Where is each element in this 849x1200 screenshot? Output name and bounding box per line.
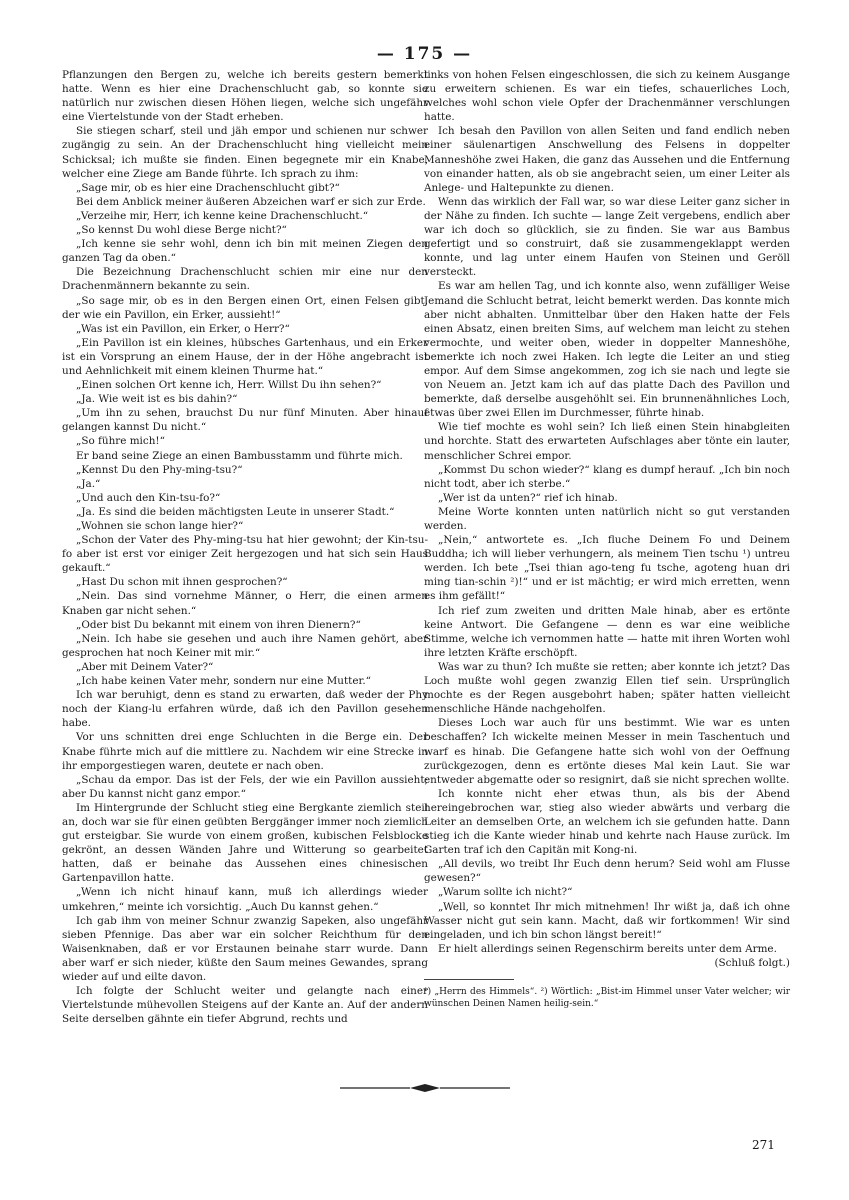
- ornamental-divider: [340, 1083, 510, 1093]
- page-header: — 175 —: [376, 44, 473, 64]
- paragraph: „Schau da empor. Das ist der Fels, der wie ein Pavillon aussieht; aber Du kannst nicht ganz empor.“: [62, 773, 428, 800]
- paragraph: Wenn das wirklich der Fall war, so war diese Leiter ganz sicher in der Nähe zu finden. Ich suchte — lange Zeit vergebens, endlich aber war ich doch so glücklich, sie zu finden. Sie war aus Bambus gefertigt und so construirt, daß sie zusammengeklappt werden konnte, und lag unter einem Haufen von Steinen und Geröll versteckt.: [424, 195, 790, 279]
- paragraph: „Nein. Ich habe sie gesehen und auch ihre Namen gehört, aber gesprochen hat noch Keiner mit mir.“: [62, 632, 428, 659]
- left-column: [62, 68, 428, 1026]
- paragraph: „Nein,“ antwortete es. „Ich fluche Deinem Fo und Deinem Buddha; ich will lieber verhungern, als meinem Tien tschu ¹) untreu werden. Ich bete „Tsei thian ago-teng fu tsche, agoteng huan dri ming tian-schin ²)!“ und er ist mächtig; er wird mich erretten, wenn es ihm gefällt!“: [424, 534, 790, 603]
- right-column: [424, 68, 790, 1010]
- footnote: ¹) „Herrn des Himmels“. ²) Wörtlich: „Bist-im Himmel unser Vater welcher; wir wünschen Deinen Namen heilig-sein.“: [424, 987, 790, 1009]
- paragraph: Sie stiegen scharf, steil und jäh empor und schienen nur schwer zugängig zu sein. An der Drachenschlucht hing vielleicht mein Schicksal; ich mußte sie finden. Einen begegnete mir ein Knabe, welcher eine Ziege am Bande führte. Ich sprach zu ihm:: [62, 125, 428, 180]
- paragraph: Er hielt allerdings seinen Regenschirm bereits unter dem Arme.: [438, 942, 777, 955]
- page-number: 271: [752, 1138, 775, 1152]
- paragraph: links von hohen Felsen eingeschlossen, die sich zu keinem Ausgange zu erweitern schienen. Es war ein tiefes, schauerliches Loch, welches wohl schon viele Opfer der Drachenmänner verschlungen hatte.: [424, 69, 790, 124]
- paragraph: Ich war beruhigt, denn es stand zu erwarten, daß weder der Phy noch der Kiang-lu erfahren würde, daß ich den Pavillon gesehen habe.: [62, 689, 428, 730]
- paragraph: „Verzeihe mir, Herr, ich kenne keine Drachenschlucht.“: [76, 209, 369, 222]
- paragraph: „Wenn ich nicht hinauf kann, muß ich allerdings wieder umkehren,“ meinte ich vorsichtig. „Auch Du kannst gehen.“: [62, 886, 428, 913]
- paragraph: „Schon der Vater des Phy-ming-tsu hat hier gewohnt; der Kin-tsu-fo aber ist erst vor einiger Zeit hergezogen und hat sich sein Haus gekauft.“: [62, 534, 428, 575]
- continuation-note: (Schluß folgt.): [714, 956, 790, 969]
- paragraph: Vor uns schnitten drei enge Schluchten in die Berge ein. Der Knabe führte mich auf die mittlere zu. Nachdem wir eine Strecke in ihr emporgestiegen waren, deutete er nach oben.: [62, 731, 428, 772]
- paragraph: „Kennst Du den Phy-ming-tsu?“: [76, 463, 243, 476]
- paragraph: Die Bezeichnung Drachenschlucht schien mir eine nur den Drachenmännern bekannte zu sein.: [62, 266, 428, 293]
- paragraph: Pflanzungen den Bergen zu, welche ich bereits gestern bemerkt hatte. Wenn es hier eine Drachenschlucht gab, so konnte sie natürlich nur zwischen diesen Höhen liegen, welche sich ungefähr eine Viertelstunde von der Stadt erheben.: [62, 69, 428, 124]
- paragraph: „Was ist ein Pavillon, ein Erker, o Herr?“: [76, 322, 290, 335]
- paragraph: „Ja. Wie weit ist es bis dahin?“: [76, 393, 238, 406]
- paragraph: „Hast Du schon mit ihnen gesprochen?“: [76, 576, 288, 589]
- paragraph: Dieses Loch war auch für uns bestimmt. Wie war es unten beschaffen? Ich wickelte meinen Messer in mein Taschentuch und warf es hinab. Die Gefangene hatte sich wohl von der Oeffnung zurückgezogen, denn es ertönte dieses Mal kein Laut. Sie war entweder abgematte oder so resignirt, daß sie nicht sprechen wollte.: [424, 717, 790, 786]
- paragraph: Ich besah den Pavillon von allen Seiten und fand endlich neben einer säulenartigen Anschwellung des Felsens in doppelter Manneshöhe zwei Haken, die ganz das Aussehen und die Entfernung von einander hatten, als ob sie angebracht seien, um einer Leiter als Anlege- und Haltepunkte zu dienen.: [424, 125, 790, 194]
- paragraph: „Ich habe keinen Vater mehr, sondern nur eine Mutter.“: [76, 675, 371, 688]
- footnote-rule: [424, 979, 514, 980]
- paragraph: Was war zu thun? Ich mußte sie retten; aber konnte ich jetzt? Das Loch mußte wohl gegen zwanzig Ellen tief sein. Ursprünglich mochte es der Regen ausgebohrt haben; später hatten vielleicht menschliche Hände nachgeholfen.: [424, 660, 790, 716]
- paragraph: „All devils, wo treibt Ihr Euch denn herum? Seid wohl am Flusse gewesen?“: [424, 858, 790, 885]
- paragraph: „Einen solchen Ort kenne ich, Herr. Willst Du ihn sehen?“: [76, 379, 382, 392]
- paragraph: „So führe mich!“: [76, 435, 165, 448]
- paragraph: „Ja.“: [76, 477, 101, 490]
- paragraph: Ich konnte nicht eher etwas thun, als bis der Abend hereingebrochen war, stieg also wieder abwärts und verbarg die Leiter an demselben Orte, an welchem ich sie gefunden hatte. Dann stieg ich die Kante wieder hinab und kehrte nach Hause zurück. Im Garten traf ich den Capitän mit Kong-ni.: [424, 787, 790, 857]
- paragraph: „Kommst Du schon wieder?“ klang es dumpf herauf. „Ich bin noch nicht todt, aber ich sterbe.“: [424, 463, 790, 490]
- paragraph: Es war am hellen Tag, und ich konnte also, wenn zufälliger Weise Jemand die Schlucht betrat, leicht bemerkt werden. Das konnte mich aber nicht abhalten. Unmittelbar über den Haken hatte der Fels einen Absatz, einen breiten Sims, auf welchem man leicht zu stehen vermochte, und weiter oben, wieder in doppelter Manneshöhe, bemerkte ich noch zwei Haken. Ich legte die Leiter an und stieg empor. Auf dem Simse angekommen, zog ich sie nach und legte sie von Neuem an. Jetzt kam ich auf das platte Dach des Pavillon und bemerkte, daß derselbe ausgehöhlt sei. Ein brunnenähnliches Loch, etwas über zwei Ellen im Durchmesser, führte hinab.: [424, 280, 790, 420]
- paragraph: Im Hintergrunde der Schlucht stieg eine Bergkante ziemlich steil an, doch war sie für einen geübten Berggänger immer noch ziemlich gut ersteigbar. Sie wurde von einem großen, kubischen Felsblocke gekrönt, an dessen Wänden Jahre und Witterung so gearbeitet hatten, daß er beinahe das Aussehen eines chinesischen Gartenpavillon hatte.: [62, 801, 428, 885]
- paragraph: Meine Worte konnten unten natürlich nicht so gut verstanden werden.: [424, 505, 790, 532]
- paragraph: „Well, so konntet Ihr mich mitnehmen! Ihr wißt ja, daß ich ohne Wasser nicht gut sein kann. Macht, daß wir fortkommen! Wir sind eingeladen, und ich bin schon längst bereit!“: [424, 900, 790, 941]
- paragraph: „Warum sollte ich nicht?“: [438, 886, 573, 899]
- paragraph: „So sage mir, ob es in den Bergen einen Ort, einen Felsen gibt, der wie ein Pavillon, ein Erker, aussieht!“: [62, 294, 428, 321]
- paragraph: „Ja. Es sind die beiden mächtigsten Leute in unserer Stadt.“: [76, 505, 395, 518]
- paragraph: Bei dem Anblick meiner äußeren Abzeichen warf er sich zur Erde.: [76, 195, 426, 208]
- paragraph: „Aber mit Deinem Vater?“: [76, 660, 214, 673]
- paragraph: „Sage mir, ob es hier eine Drachenschlucht gibt?“: [76, 181, 340, 194]
- paragraph: „Nein. Das sind vornehme Männer, o Herr, die einen armen Knaben gar nicht sehen.“: [62, 590, 428, 617]
- paragraph: „Und auch den Kin-tsu-fo?“: [76, 491, 221, 504]
- paragraph: „Ich kenne sie sehr wohl, denn ich bin mit meinen Ziegen den ganzen Tag da oben.“: [62, 238, 428, 265]
- paragraph: „So kennst Du wohl diese Berge nicht?“: [76, 224, 287, 237]
- paragraph: Er band seine Ziege an einen Bambusstamm und führte mich.: [76, 449, 403, 462]
- paragraph: Ich folgte der Schlucht weiter und gelangte nach einer Viertelstunde mühevollen Steigens auf der Kante an. Auf der andern Seite derselben gähnte ein tiefer Abgrund, rechts und: [62, 985, 428, 1026]
- paragraph: „Ein Pavillon ist ein kleines, hübsches Gartenhaus, und ein Erker ist ein Vorsprung an einem Hause, der in der Höhe angebracht ist und Aehnlichkeit mit einem kleinen Thurme hat.“: [62, 336, 428, 377]
- paragraph: „Wer ist da unten?“ rief ich hinab.: [438, 491, 618, 504]
- paragraph: „Oder bist Du bekannt mit einem von ihren Dienern?“: [76, 618, 361, 631]
- paragraph: „Um ihn zu sehen, brauchst Du nur fünf Minuten. Aber hinauf gelangen kannst Du nicht.“: [62, 407, 428, 434]
- paragraph: Ich gab ihm von meiner Schnur zwanzig Sapeken, also ungefähr sieben Pfennige. Das aber war ein solcher Reichthum für den Waisenknaben, daß er vor Erstaunen beinahe starr wurde. Dann aber warf er sich nieder, küßte den Saum meines Gewandes, sprang wieder auf und eilte davon.: [62, 914, 428, 983]
- paragraph: Wie tief mochte es wohl sein? Ich ließ einen Stein hinabgleiten und horchte. Statt des erwarteten Aufschlages aber tönte ein lauter, menschlicher Schrei empor.: [424, 421, 790, 462]
- paragraph: „Wohnen sie schon lange hier?“: [76, 520, 244, 532]
- paragraph: Ich rief zum zweiten und dritten Male hinab, aber es ertönte keine Antwort. Die Gefangene — denn es war eine weibliche Stimme, welche ich vernommen hatte — hatte mit ihren Worten wohl ihre letzten Kräfte erschöpft.: [424, 604, 790, 659]
